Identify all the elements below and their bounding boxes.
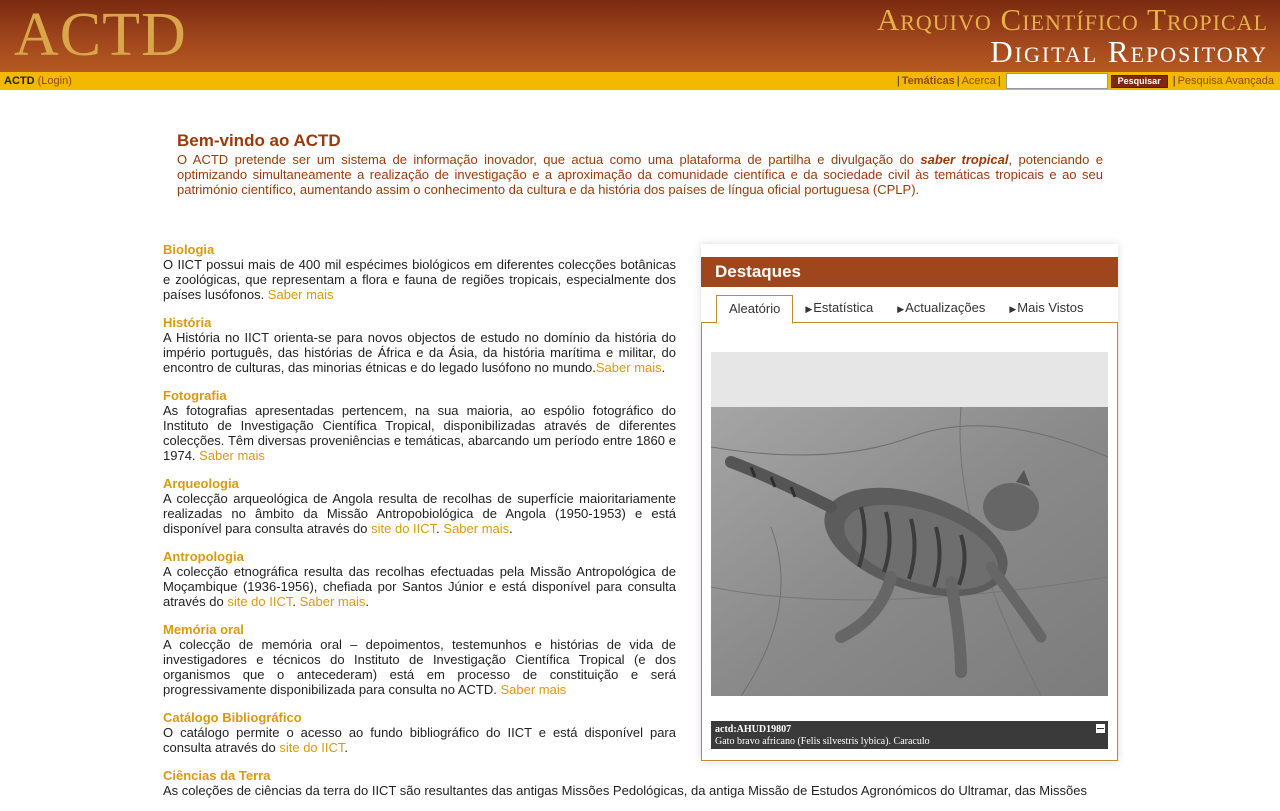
section-ciencias-terra <box>163 768 1118 798</box>
destaques-header <box>701 257 1118 287</box>
tab-label: Mais Vistos <box>1017 300 1084 315</box>
actd-logo[interactable]: ACTD <box>14 1 187 69</box>
nav-separator: | <box>997 75 1001 87</box>
section-arqueologia <box>163 476 676 536</box>
destaques-panel <box>701 244 1118 762</box>
section-title: Ciências da Terra <box>163 768 271 783</box>
tab-mais-vistos[interactable] <box>997 295 1095 323</box>
section-text: O IICT possui mais de 400 mil espécimes biológicos em diferentes colecções botânicas e zoológicas, que representam a flora e fauna de regiões tropicais, especialmente dos países lusófonos. Saber mais <box>163 257 676 302</box>
section-title: Fotografia <box>163 388 227 403</box>
destaques-content <box>701 322 1118 761</box>
saber-mais-link[interactable]: Saber mais <box>199 448 265 463</box>
login-link[interactable]: (Login) <box>37 75 72 87</box>
nav-separator: | <box>896 75 900 87</box>
saber-mais-link[interactable]: Saber mais <box>595 360 662 375</box>
section-title: Arqueologia <box>163 476 239 491</box>
search-input[interactable] <box>1006 73 1108 89</box>
saber-mais-link[interactable]: Saber mais <box>500 682 567 697</box>
saber-mais-link[interactable]: Saber mais <box>443 521 510 536</box>
section-text: O catálogo permite o acesso ao fundo bibliográfico do IICT e está disponível para consulta através do site do IICT. <box>163 725 676 755</box>
tab-aleatorio[interactable] <box>716 295 793 324</box>
caption-id[interactable]: actd:AHUD19807 <box>715 724 792 735</box>
tematicas-link[interactable]: Temáticas <box>901 75 955 87</box>
caption-description: Gato bravo africano (Felis silvestris lybica). Caraculo <box>715 736 930 747</box>
triangle-right-icon: ▶ <box>1009 304 1017 314</box>
destaques-title: Destaques <box>715 262 801 281</box>
section-text: As coleções de ciências da terra do IICT são resultantes das antigas Missões Pedológicas, da antiga Missão de Estudos Agronómicos do Ultramar, das Missões <box>163 783 1087 798</box>
cat-photo-illustration <box>711 407 1108 696</box>
minimize-icon[interactable] <box>1096 724 1105 733</box>
site-iict-link[interactable]: site do IICT <box>371 521 437 536</box>
site-title <box>877 4 1268 68</box>
welcome-section <box>177 131 1103 197</box>
tab-label: Actualizações <box>905 300 986 315</box>
section-memoria-oral <box>163 622 676 697</box>
tab-label: Estatística <box>813 300 874 315</box>
tab-actualizacoes[interactable] <box>885 295 997 323</box>
welcome-text: O ACTD pretende ser um sistema de informação inovador, que actua como uma plataforma de partilha e divulgação do saber tropical, potenciando e optimizando simultaneamente a realização de investigação e a aproximação da comunidade científica e da sociedade civil às temáticas tropicais e ao seu património científico, aumentando assim o conhecimento da cultura e da história dos países de língua oficial portuguesa (CPLP). <box>177 152 1103 197</box>
section-biologia <box>163 242 676 302</box>
section-text: As fotografias apresentadas pertencem, na sua maioria, ao espólio fotográfico do Instituto de Investigação Científica Tropical, disponibilizadas através de diferentes colecções. Têm diversas proveniências e temáticas, abarcando um período entre 1860 e 1974. Saber mais <box>163 403 676 463</box>
section-text: A colecção etnográfica resulta das recolhas efectuadas pela Missão Antropológica de Moçambique (1936-1956), chefiada por Santos Júnior e está disponível para consulta através do site do IICT. Saber mais. <box>163 564 676 609</box>
saber-mais-link[interactable]: Saber mais <box>299 594 366 609</box>
nav-brand-link[interactable]: ACTD <box>4 75 35 87</box>
navbar-right <box>895 72 1274 90</box>
section-title: História <box>163 315 212 330</box>
site-title-line2: Digital Repository <box>990 34 1268 69</box>
section-title: Memória oral <box>163 622 244 637</box>
section-title: Catálogo Bibliográfico <box>163 710 302 725</box>
section-fotografia <box>163 388 676 463</box>
saber-mais-link[interactable]: Saber mais <box>267 287 334 302</box>
photo-caption <box>711 721 1108 749</box>
nav-separator: | <box>1172 75 1176 87</box>
search-button[interactable]: Pesquisar <box>1111 75 1168 88</box>
site-header <box>0 0 1280 72</box>
triangle-right-icon: ▶ <box>805 304 813 314</box>
tab-label: Aleatório <box>729 301 781 316</box>
section-text: A colecção arqueológica de Angola resulta de recolhas de superfície maioritariamente realizadas no âmbito da Missão Antropobiológica de Angola (1950-1953) e está disponível para consulta através do site do IICT. Saber mais. <box>163 491 676 536</box>
section-antropologia <box>163 549 676 609</box>
navbar-left <box>4 72 72 90</box>
welcome-title: Bem-vindo ao ACTD <box>177 131 341 150</box>
nav-separator: | <box>956 75 960 87</box>
site-iict-link[interactable]: site do IICT <box>279 740 345 755</box>
section-title: Antropologia <box>163 549 244 564</box>
section-text: A colecção de memória oral – depoimentos, testemunhos e histórias de vida de investigadores e técnicos do Instituto de Investigação Científica Tropical (e dos organismos que o antecederam) está em processo de constituição e será progressivamente disponibilizada para consulta no ACTD. Saber mais <box>163 637 676 697</box>
triangle-right-icon: ▶ <box>897 304 905 314</box>
site-title-line1: Arquivo Científico Tropical <box>876 2 1268 37</box>
featured-photo[interactable] <box>711 407 1108 696</box>
acerca-link[interactable]: Acerca <box>961 75 996 87</box>
section-title: Biologia <box>163 242 215 257</box>
tab-estatistica[interactable] <box>793 295 885 323</box>
site-iict-link[interactable]: site do IICT <box>227 594 293 609</box>
section-text: A História no IICT orienta-se para novos objectos de estudo no domínio da história do império português, das histórias de África e da Ásia, da história marítima e militar, do encontro de culturas, das minorias étnicas e do legado lusófono no mundo.Saber mais. <box>163 330 676 375</box>
section-historia <box>163 315 676 375</box>
destaques-tabs <box>716 295 1096 323</box>
advanced-search-link[interactable]: Pesquisa Avançada <box>1177 75 1274 87</box>
saber-tropical-emphasis: saber tropical <box>920 152 1009 167</box>
section-catalogo <box>163 710 676 755</box>
top-navbar <box>0 72 1280 90</box>
